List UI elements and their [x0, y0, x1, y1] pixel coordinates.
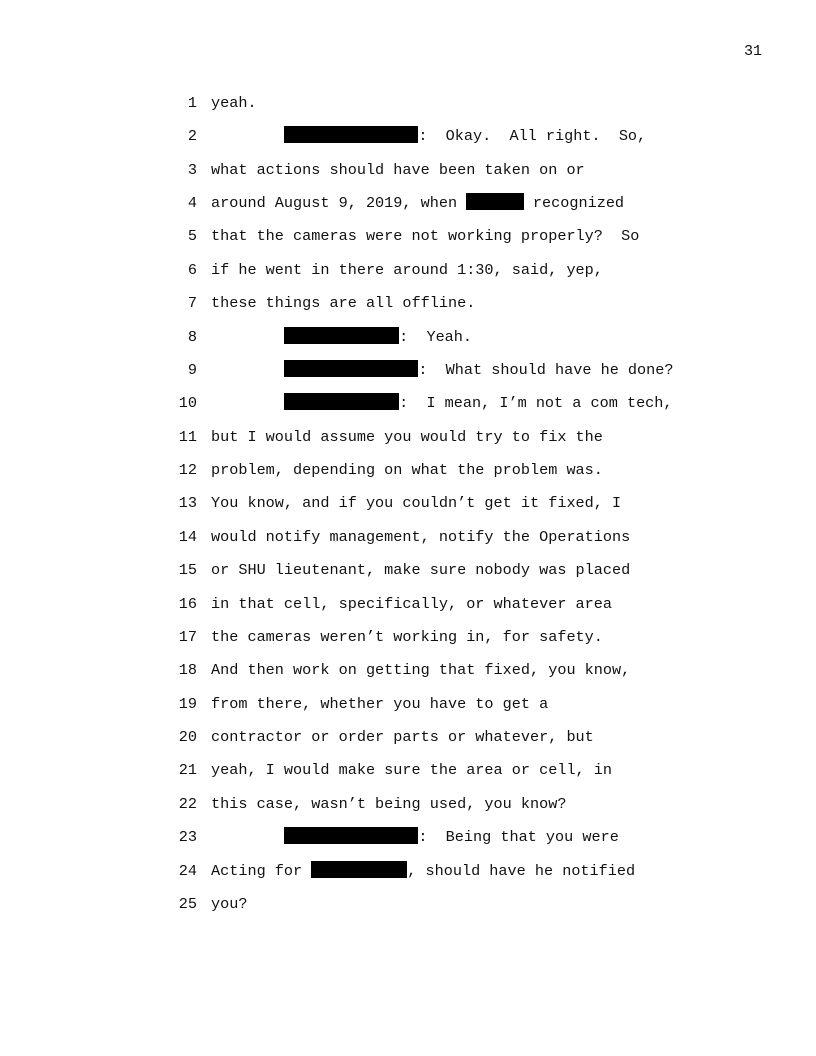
line-text-segment: problem, depending on what the problem was. [211, 461, 603, 480]
line-text-segment: : What should have he done? [418, 360, 674, 379]
transcript-line [0, 125, 816, 147]
redaction-block [466, 193, 524, 210]
line-text-segment: if he went in there around 1:30, said, yep, [211, 260, 603, 279]
redaction-block [284, 393, 399, 410]
transcript-line [0, 693, 816, 715]
line-text-segment: around August 9, 2019, when [211, 194, 467, 213]
line-number: 20 [178, 728, 197, 747]
line-number: 4 [187, 194, 197, 213]
line-text [211, 225, 639, 247]
redaction-block [284, 360, 418, 377]
line-text-segment: that the cameras were not working properly? So [211, 227, 640, 246]
line-text [211, 426, 603, 448]
line-text [211, 659, 630, 681]
line-number: 21 [178, 761, 197, 780]
line-text-segment [211, 127, 284, 145]
transcript-line [0, 593, 816, 615]
transcript-line [0, 860, 816, 882]
line-text [211, 359, 674, 381]
line-number: 10 [178, 394, 197, 413]
line-number: 7 [187, 294, 197, 313]
transcript-line [0, 893, 816, 915]
line-number: 2 [187, 127, 197, 146]
line-text-segment [211, 328, 284, 346]
line-number: 25 [178, 894, 197, 913]
line-text-segment: You know, and if you couldn’t get it fixed, I [211, 494, 622, 513]
line-number: 5 [187, 227, 197, 246]
line-number: 1 [187, 94, 197, 112]
line-number: 14 [178, 527, 197, 546]
line-number: 16 [178, 594, 197, 613]
line-text-segment [211, 361, 284, 379]
line-text-segment: what actions should have been taken on or [211, 160, 585, 179]
line-text-segment [211, 394, 284, 412]
line-text-segment: Acting for [211, 861, 312, 880]
line-number: 19 [178, 694, 197, 713]
line-text [211, 826, 619, 848]
line-text-segment: : Being that you were [418, 828, 619, 847]
redaction-block [284, 327, 399, 344]
line-text [211, 492, 621, 514]
line-text-segment: : Okay. All right. So, [418, 127, 647, 146]
line-number: 11 [178, 427, 197, 446]
redaction-block [311, 861, 407, 878]
line-number: 6 [187, 260, 197, 279]
line-text-segment: from there, whether you have to get a [211, 694, 549, 713]
transcript-line [0, 292, 816, 314]
transcript-line [0, 159, 816, 181]
transcript-line [0, 392, 816, 414]
line-text [211, 125, 646, 147]
transcript-line [0, 626, 816, 648]
redaction-block [284, 827, 418, 844]
line-text [211, 526, 630, 548]
line-text [211, 759, 612, 781]
line-text [211, 559, 630, 581]
line-text [211, 292, 475, 314]
transcript-line [0, 526, 816, 548]
transcript-line [0, 359, 816, 381]
transcript-line [0, 559, 816, 581]
transcript-line [0, 826, 816, 848]
line-text [211, 459, 603, 481]
line-text-segment: And then work on getting that fixed, you know, [211, 661, 631, 680]
line-text-segment: : Yeah. [399, 327, 473, 346]
line-text-segment: the cameras weren’t working in, for safety. [211, 627, 603, 646]
line-number: 9 [187, 360, 197, 379]
page-number: 31 [743, 43, 762, 60]
line-text [211, 259, 603, 281]
line-text-segment: but I would assume you would try to fix the [211, 427, 603, 446]
transcript-line [0, 659, 816, 681]
line-number: 3 [187, 160, 197, 179]
line-number: 24 [178, 861, 197, 880]
transcript-line [0, 726, 816, 748]
line-text-segment: you? [211, 894, 248, 913]
line-text-segment: or SHU lieutenant, make sure nobody was placed [211, 561, 631, 580]
line-number: 13 [178, 494, 197, 513]
line-text [211, 693, 548, 715]
line-text [211, 392, 673, 414]
line-text-segment: would notify management, notify the Operations [211, 527, 631, 546]
redaction-block [284, 126, 418, 143]
line-number: 18 [178, 661, 197, 680]
transcript-line [0, 225, 816, 247]
line-text-segment [211, 828, 284, 846]
line-text [211, 326, 472, 348]
line-number: 12 [178, 461, 197, 480]
line-text [211, 793, 566, 815]
line-text-segment: in that cell, specifically, or whatever area [211, 594, 613, 613]
line-number: 8 [187, 327, 197, 346]
line-number: 17 [178, 627, 197, 646]
line-number: 23 [178, 828, 197, 847]
line-text [211, 192, 624, 214]
transcript-line [0, 92, 816, 114]
line-text-segment: yeah, I would make sure the area or cell, in [211, 761, 613, 780]
line-text-segment: yeah. [211, 94, 257, 112]
line-text-segment: contractor or order parts or whatever, but [211, 728, 594, 747]
line-text [211, 726, 594, 748]
transcript-line [0, 459, 816, 481]
transcript-line [0, 492, 816, 514]
transcript-line [0, 426, 816, 448]
line-text [211, 593, 612, 615]
transcript-line [0, 326, 816, 348]
line-text [211, 626, 603, 648]
line-text-segment: this case, wasn’t being used, you know? [211, 794, 567, 813]
transcript-line [0, 259, 816, 281]
transcript-line [0, 759, 816, 781]
line-text [211, 159, 585, 181]
line-text-segment: recognized [523, 194, 625, 213]
line-text [211, 893, 247, 915]
line-text-segment: : I mean, I’m not a com tech, [399, 394, 673, 413]
line-text-segment: , should have he notified [407, 861, 636, 880]
line-text [211, 92, 257, 114]
line-number: 15 [178, 561, 197, 580]
line-text-segment: these things are all offline. [211, 294, 476, 313]
line-text [211, 860, 635, 882]
transcript-line [0, 793, 816, 815]
transcript-line [0, 192, 816, 214]
line-number: 22 [178, 794, 197, 813]
